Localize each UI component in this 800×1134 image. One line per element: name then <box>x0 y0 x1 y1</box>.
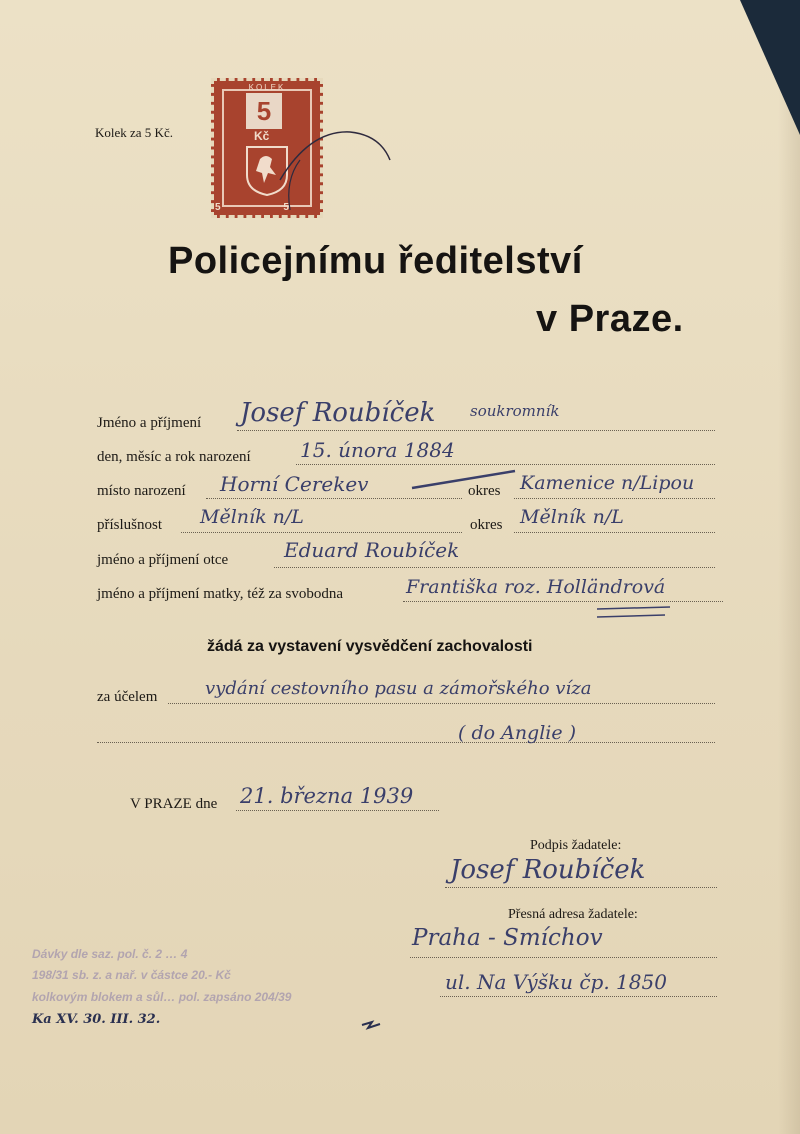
date-label: V PRAZE dne <box>130 796 218 812</box>
address-label: Přesná adresa žadatele: <box>508 907 638 922</box>
birthplace-value: Horní Cerekev <box>220 472 369 496</box>
father-label: jméno a příjmení otce <box>97 552 229 568</box>
occupation-value: soukromník <box>470 402 560 420</box>
belonging-value: Mělník n/L <box>200 506 304 528</box>
birth-district-label: okres <box>468 483 501 499</box>
purpose-line-2 <box>97 742 715 743</box>
handwritten-note: Ka XV. 30. III. 32. <box>32 1012 161 1027</box>
page-edge-shadow <box>778 0 800 1134</box>
strike-mark <box>410 468 520 492</box>
address-line-1 <box>410 957 717 958</box>
faded-stamp-line-1: Dávky dle saz. pol. č. 2 … 4 <box>32 947 188 961</box>
stamp-label: Kolek za 5 Kč. <box>95 125 173 140</box>
background-corner <box>740 0 800 135</box>
belonging-district-line <box>514 532 715 533</box>
belonging-district-value: Mělník n/L <box>520 506 624 528</box>
birth-value: 15. února 1884 <box>300 438 455 462</box>
belonging-line <box>181 532 462 533</box>
birth-line <box>296 464 715 465</box>
stamp-footer: 5 5 <box>215 202 319 213</box>
purpose-value-1: vydání cestovního pasu a zámořského víza <box>205 678 592 699</box>
stamp-currency: Kč <box>254 129 270 143</box>
father-value: Eduard Roubíček <box>284 538 460 562</box>
stamp-value: 5 <box>246 93 282 129</box>
belonging-district-label: okres <box>470 517 503 533</box>
date-line <box>236 810 439 811</box>
faded-stamp-line-2: 198/31 sb. z. a nař. v částce 20.- Kč <box>32 968 231 982</box>
mother-label: jméno a příjmení matky, též za svobodna <box>97 586 344 602</box>
faded-stamp-line-3: kolkovým blokem a sůl… pol. zapsáno 204/39 <box>32 990 292 1004</box>
purpose-value-2: ( do Anglie ) <box>458 722 577 744</box>
title-line-2: v Praze. <box>536 298 684 340</box>
mother-line <box>403 601 723 602</box>
name-value: Josef Roubíček <box>240 398 436 428</box>
mother-value: Františka roz. Holländrová <box>406 576 666 598</box>
birth-district-line <box>514 498 715 499</box>
birth-label: den, měsíc a rok narození <box>97 449 251 465</box>
father-line <box>274 567 715 568</box>
birthplace-line <box>206 498 462 499</box>
birth-district-value: Kamenice n/Lipou <box>520 472 695 494</box>
underline-mark <box>595 604 675 624</box>
date-value: 21. března 1939 <box>240 784 414 808</box>
name-label: Jméno a příjmení <box>97 415 202 431</box>
name-line <box>237 430 715 431</box>
purpose-label: za účelem <box>97 689 158 705</box>
stamp-cancellation-mark <box>270 120 410 230</box>
birthplace-label: místo narození <box>97 483 186 499</box>
address-value-1: Praha - Smíchov <box>412 925 603 951</box>
purpose-line-1 <box>168 703 715 704</box>
request-heading: žádá za vystavení vysvědčení zachovalosti <box>207 638 533 655</box>
check-mark <box>360 1018 384 1032</box>
stamp-header: KOLEK <box>248 83 286 92</box>
signature-label: Podpis žadatele: <box>530 838 622 853</box>
title-line-1: Policejnímu ředitelství <box>168 240 583 282</box>
address-line-2 <box>440 996 717 997</box>
signature-value: Josef Roubíček <box>450 855 646 885</box>
address-value-2: ul. Na Výšku čp. 1850 <box>445 970 667 994</box>
belonging-label: příslušnost <box>97 517 163 533</box>
signature-line <box>445 887 717 888</box>
